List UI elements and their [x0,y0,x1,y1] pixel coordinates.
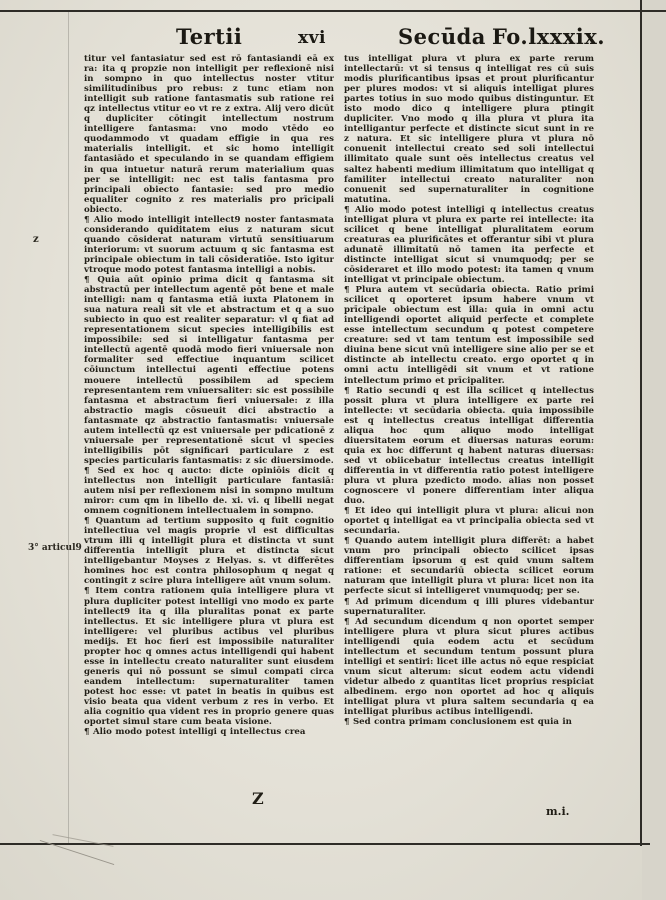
margin-note-articulus: 3° articul9 [28,543,82,553]
text-column-right [344,54,594,794]
header-chapter-number: xvi [298,28,326,48]
signature-mark: Z [252,789,264,808]
text-paragraph: ¶ Ad secundum dicendum q non oportet semper intelligere plura vt plura sicut plures actibus intelligendi quia eodem actu et secūdum intellectum et secundum tentum possunt plura intelligi et sentiri: licet ille actus nō eque respiciat vnum sicut alterum: sicut eodem actu videndi videtur albedo z quantitas licet proprius respiciat albedinem. ergo non oportet ad hoc q aliquis intelligat plura vt plura saltem secundaria q ea intelligat pluribus actibus intelligendi. [344,616,594,718]
page-edge-shadow [642,0,666,900]
text-paragraph: ¶ Ratio secundi q est illa scilicet q intellectus possit plura vt plura intelligere ex parte rei intellecte: vt secūdaria obiecta. quia impossibile est q intellectus creatus intelligat differentia aliqua hoc qum aliquo modo intelligat diuersitatem eorum et diuersas naturas eorum: quia ex hoc differunt q habent naturas diuersas: sed vt obiicebatur intellectus creatus intelligit differentia in vt differentia ratio potest intelligere plura vt plura pzedicto modo. alias non posset cognoscere vl ponere differentiam inter aliqua duo. [344,385,594,507]
text-paragraph: ¶ Et ideo qui intelligit plura vt plura: alicui non oportet q intelligat ea vt principalia obiecta sed vt secundaria. [344,506,594,537]
text-paragraph: ¶ Alio modo potest intelligi q intellectus crea [84,727,306,738]
text-paragraph: ¶ Quando autem intelligit plura differēt: a habet vnum pro principali obiecto scilicet ipsas differentiam ipsorum q est quid vnum saltem ratione: et secundariū obiecta scilicet eorum naturam que intelligit plura vt plura: licet non ita perfecte sicut si intelligeret vnumquodq; per se. [344,536,594,597]
text-paragraph: ¶ Item contra rationem quia intelligere plura vt plura dupliciter potest intelligi vno modo ex parte intellect9 ita q illa pluralitas ponat ex parte intellectus. Et sic intelligere plura vt plura est intelligere: vel pluribus actibus vel pluribus medijs. Et hoc fieri est impossibile naturaliter propter hoc q omnes actus intelligendi qui habent esse in intellectu creato naturaliter sunt eiusdem generis qui nō possunt se simul compati circa eandem intellectum: supernaturaliter tamen potest hoc esse: vt patet in beatis in quibus est visio beata qua vident verbum z res in verbo. Et alia cognitio qua vident res in proprio genere quas oportet simul stare cum beata visione. [84,586,334,728]
text-paragraph: tus intelligat plura vt plura ex parte rerum intellectarū: vt si tensus q intelligat res cū suis modis plurificantibus ipsas et prout plurificantur per plures modos: vt si aliquis intelligat plures partes totius in suo modo quibus distinguntur. Et isto modo dico q intelligere plura ptingit dupliciter. Vno modo q illa plura vt plura ita intelligantur perfecte et distincte sicut sunt in re z natura. Et sic intelligere plura vt plura nō conuenit intellectui creato sed soli intellectui illimitato quale sunt oēs intellectus creatus vel saltez habenti medium illimitatum quo intelligat q familiter intellectui creato naturaliter non conuenit sed supernaturaliter in cognitione matutina. [344,54,594,205]
text-paragraph: ¶ Sed ex hoc q aucto: dicte opiniōis dicit q intellectus non intelligit particulare fantasiā: autem nisi per reflexionem nisi in sompno multum miror: cum qm in libello de. xi. vi. q libelli negat omnem cognitionem intellectualem in sompno. [84,465,334,517]
text-paragraph: ¶ Ad primum dicendum q illi plures videbantur supernaturaliter. [344,596,594,617]
text-paragraph: ¶ Alio modo intelligit intellect9 noster fantasmata considerando quiditatem eius z naturam sicut quando cōsiderat naturam virtutū sensitiuarum interiorum: vt suorum actuum q sic fantasma est principale obiectum in tali cōsideratiōe. Isto igitur vtroque modo potest fantasma intelligi a nobis. [84,214,334,275]
text-paragraph: titur vel fantasiatur sed est rō fantasiandi eā ex ra: ita q propzie non intelligit per reflexionē nisi in sompno in quo intellectus noster vtitur similitudinibus pro rebus: z tunc etiam non intelligit sub ratione fantasmatis sub ratione rei qz intellectus vtitur eo vt re z extra. Alij vero dicūt q dupliciter cōtingit intellectum nostrum intelligere fantasma: vno modo vtēdo eo quodammodo vt quadam effigie in qua res materialis intelligit. et sic homo intelligit fantasiādo et speculando in se quandam effigiem in qua intuetur naturā rerum materialium quas per se intelligit: nec est talis fantasma pro principali obiecto fantasie: sed pro medio equaliter cognito z res materialis pro prīcipali obiecto. [84,54,334,215]
register-mark: m.i. [546,805,570,818]
top-rule-line [0,10,666,12]
text-paragraph: ¶ Sed contra primam conclusionem est quia in [344,717,572,728]
text-column-left [84,54,334,794]
header-part-title: Secūda [398,24,486,49]
left-fold-line [68,12,69,843]
header-folio-number: Fo.lxxxix. [492,24,606,49]
right-rule-line [640,0,642,846]
margin-note-paraph: z [33,234,39,245]
text-paragraph: ¶ Quia aūt opinio prima dicit q fantasma sit abstractū per intellectum agentē pōt bene et male intelligi: nam q fantasma etiā iuxta Platonem in sua natura reali sit vle et abstractum et q a suo subiecto in quo est realiter separatur: vl q fiat ad representationem sicut species intelligibilis est impossibile: sed si intelligatur fantasma per intellectū agentē quodā modo fieri vniuersale non formaliter sed effectiue inquantum scilicet cōiunctum intellectui agenti effectiue potens mouere intellectū possibilem ad speciem representantem rem vniuersaliter: sic est possibile fantasma et abstractum fieri vniuersale: z illa abstractio magis cōsueuit dici abstractio a fantasmate qz abstractio fantasmatis: vniuersale autem intellectū qz est vniuersale per pdicationē z vniuersale per representationē sicut vl species intelligibilis pōt significari particulare z est species particularis fantasmatis: z sic diuersimode. [84,275,334,466]
text-paragraph: ¶ Alio modo potest intelligi q intellectus creatus intelligat plura vt plura ex parte rei intellecte: ita scilicet q bene intelligat pluralitatem eorum creaturas ea plurificātes et offerantur sibi vt plura adunatē illimitatū nō tamen ita perfecte et distincte intelligat sicut si vnumquodq; per se cōsideraret et illo modo potest: ita tamen q vnum intelligat vt principale obiectum. [344,204,594,286]
text-paragraph: ¶ Plura autem vt secūdaria obiecta. Ratio primi scilicet q oporteret ipsum habere vnum vt prīcipale obiectum est illa: quia in omni actu intelligendi oportet aliquid perfecte et complete esse intellectum secundum q potest competere creature: sed vt tam tentum est impossibile sed diuina bene sicut vnū intelligere sine alio per se et distincte ab intellectu creato. ergo oportet q in omni actu intelligēdi sit vnum et vt ratione intellectum primo et prīcipaliter. [344,285,594,386]
header-book-title: Tertii [176,24,243,49]
text-paragraph: ¶ Quantum ad tertium supposito q fuit cognitio intellectiua vel magis proprie vl est difficultas vtrum illi q intelligit plura et distincta vt sunt differentia intelligit plura et distincta sicut intelligebantur Moyses z Helyas. s. vt differētes homines hoc est contra philosophum q negat q contingit z scire plura intelligere aūt vnum solum. [84,516,334,587]
